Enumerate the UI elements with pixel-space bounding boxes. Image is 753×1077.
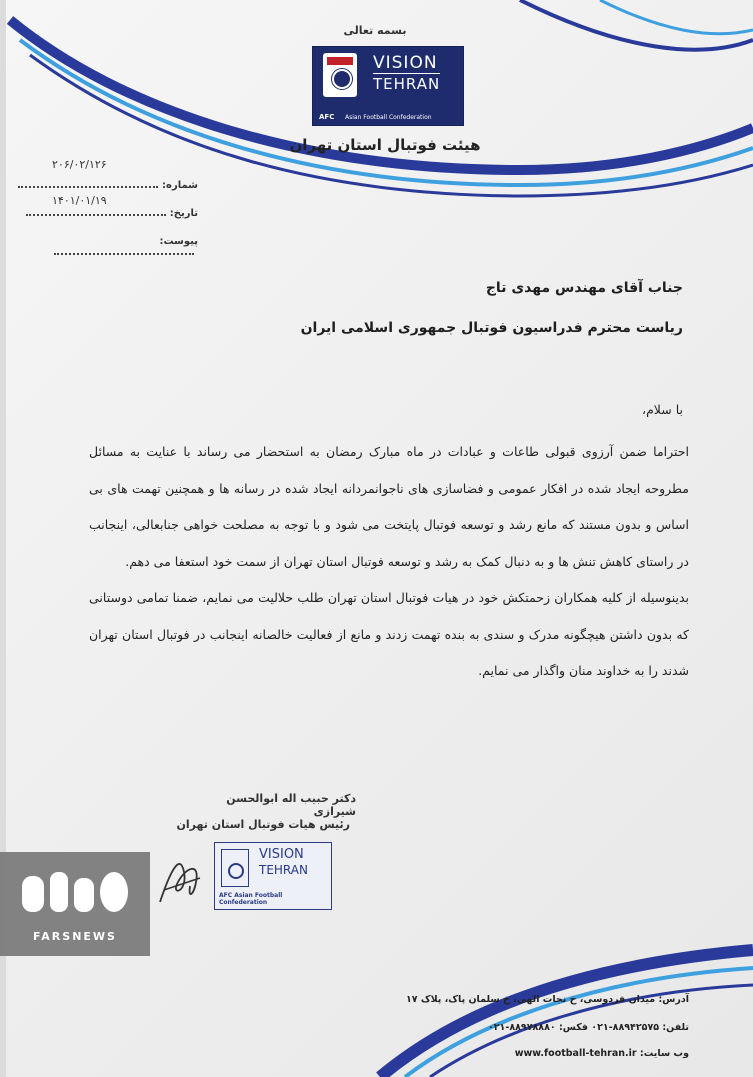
letter-date-field <box>18 208 198 219</box>
signatory-role: رئیس هیات فوتبال استان تهران <box>176 818 350 831</box>
letter-number-label: شماره: <box>162 180 198 191</box>
stamp-afc-text: AFC Asian Football Confederation <box>219 892 283 906</box>
body-paragraph-2: بدینوسیله از کلیه همکاران زحمتکش خود در هیات فوتبال استان تهران طلب حلالیت می نمایم، ضمنا تمامی دوستانی که بدون داشتن هیچگونه مدرک و سندی به بنده تهمت زدند و مانع از فعالیت خالصانه اینجانب در فوتبال استان تهران شدند را به خداوند منان واگذار می نمایم. <box>89 590 689 678</box>
letter-date-label: تاریخ: <box>169 208 198 219</box>
stamp-badge-icon <box>221 849 249 887</box>
letter-attachment-label: پیوست: <box>159 236 198 247</box>
stamp-tehran-text: TEHRAN <box>259 863 308 877</box>
federation-badge-icon <box>323 53 357 97</box>
farsnews-watermark <box>0 852 150 956</box>
greeting: با سلام، <box>642 402 683 417</box>
logo-tehran-text: TEHRAN <box>373 75 441 93</box>
letter-body <box>89 434 689 690</box>
official-stamp <box>214 842 332 910</box>
handwritten-signature-icon <box>150 842 210 912</box>
letter-attachment-field <box>18 236 198 258</box>
basmala: بسمه تعالی <box>343 24 407 37</box>
organization-title: هیئت فوتبال استان تهران <box>289 136 481 154</box>
logo-confederation-text: Asian Football Confederation <box>345 114 432 121</box>
letter-number-field <box>18 180 198 191</box>
farsnews-logo-icon <box>18 866 132 922</box>
stamp-vision-text: VISION <box>259 847 304 862</box>
footer-website: وب سایت: www.football-tehran.ir <box>514 1048 689 1059</box>
logo-afc-text: AFC <box>319 113 335 121</box>
logo-vision-text: VISION <box>373 53 438 73</box>
farsnews-brand-text: FARSNEWS <box>33 930 117 943</box>
vision-tehran-logo <box>312 46 464 126</box>
letter-date-value: ۱۴۰۱/۰۱/۱۹ <box>52 194 107 207</box>
letter-number-value: ۲۰۶/۰۲/۱۲۶ <box>52 158 107 171</box>
signatory-name: دکتر حبیب اله ابوالحسن شیرازی <box>226 792 356 818</box>
recipient-title: ریاست محترم فدراسیون فوتبال جمهوری اسلامی ایران <box>300 320 683 336</box>
recipient-name: جناب آقای مهندس مهدی تاج <box>485 280 683 296</box>
footer-phone: تلفن: ۸۸۹۴۲۵۷۵-۰۲۱ فکس: ۸۸۹۷۸۸۸۰-۰۲۱ <box>487 1022 689 1033</box>
football-icon <box>332 69 352 89</box>
body-paragraph-1: احتراما ضمن آرزوی قبولی طاعات و عبادات در ماه مبارک رمضان به استحضار می رساند با عنایت به مسائل مطروحه ایجاد شده در افکار عمومی و فضاسازی های ناجوانمردانه ایجاد شده در رسانه ها و همچنین تهمت های بی اساس و بدون مستند که مانع رشد و توسعه فوتبال پایتخت می شود و با توجه به مصلحت خواهی جنابعالی، اینجانب در راستای کاهش تنش ها و به دنبال کمک به رشد و توسعه فوتبال استان تهران از سمت خود استعفا می دهم. <box>89 444 689 569</box>
footer-address: آدرس: میدان فردوسی، خ نجات الهی، خ سلمان پاک، پلاک ۱۷ <box>405 994 689 1005</box>
